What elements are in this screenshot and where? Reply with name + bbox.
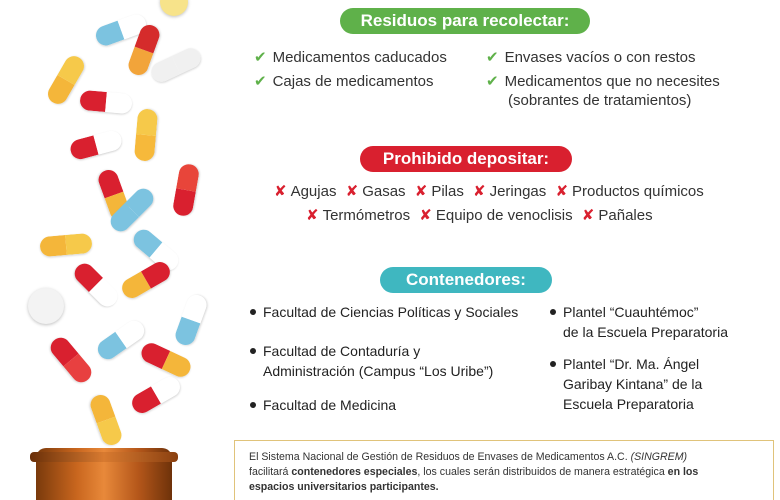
collect-item: ✔ Medicamentos que no necesites: [486, 73, 720, 90]
check-icon: ✔: [486, 73, 499, 90]
cross-icon: ✘: [555, 183, 569, 200]
collect-heading: Residuos para recolectar:: [340, 8, 590, 34]
collect-item: ✔ Medicamentos caducados: [254, 49, 447, 66]
pill-shape: [138, 340, 194, 380]
bullet-icon: [250, 402, 256, 408]
container-location: Plantel “Cuauhtémoc”: [563, 302, 698, 322]
pills-illustration: [0, 0, 235, 500]
bottle-rim: [30, 452, 178, 462]
container-location-cont: de la Escuela Preparatoria: [563, 324, 728, 340]
cross-icon: ✘: [306, 207, 319, 224]
collect-item: ✔ Cajas de medicamentos: [254, 73, 434, 90]
check-icon: ✔: [254, 49, 267, 66]
tablet-shape: [160, 0, 188, 16]
containers-heading: Contenedores:: [380, 267, 552, 293]
container-location: Facultad de Medicina: [263, 395, 396, 415]
cross-icon: ✘: [345, 183, 359, 200]
prohibited-row-1: ✘ Agujas ✘ Gasas ✘ Pilas ✘ Jeringas ✘ Productos químicos: [274, 183, 704, 200]
cross-icon: ✘: [419, 207, 432, 224]
bullet-icon: [250, 309, 256, 315]
pill-shape: [173, 292, 210, 348]
info-line-1: El Sistema Nacional de Gestión de Residuos de Envases de Medicamentos A.C. (SINGREM): [249, 451, 688, 463]
container-location-cont: Garibay Kintana” de la: [563, 376, 703, 392]
prohibited-row-2: ✘ Termómetros ✘ Equipo de venoclisis ✘ Pañales: [306, 207, 653, 224]
info-line-2: facilitará contenedores especiales, los cuales serán distribuidos de manera estratégica en los: [249, 466, 699, 478]
container-location-cont: Administración (Campus “Los Uribe”): [263, 363, 494, 379]
cross-icon: ✘: [473, 183, 486, 200]
singrem-info-box: [234, 440, 774, 500]
container-location: Plantel “Dr. Ma. Ángel: [563, 354, 699, 374]
tablet-shape: [28, 288, 64, 324]
pill-shape: [148, 45, 204, 85]
pill-shape: [47, 334, 96, 387]
cross-icon: ✘: [581, 207, 595, 224]
pill-shape: [88, 392, 125, 448]
container-location: Facultad de Contaduría y: [263, 341, 420, 361]
cross-icon: ✘: [274, 183, 287, 200]
pill-shape: [68, 129, 123, 162]
collect-item-note: (sobrantes de tratamientos): [508, 92, 692, 109]
prohibited-heading: Prohibido depositar:: [360, 146, 572, 172]
container-location: Facultad de Ciencias Políticas y Sociales: [263, 302, 518, 322]
check-icon: ✔: [486, 49, 499, 66]
pill-shape: [71, 260, 122, 311]
cross-icon: ✘: [414, 183, 428, 200]
pill-shape: [172, 163, 201, 218]
bullet-icon: [550, 361, 556, 367]
pill-shape: [118, 258, 173, 301]
bullet-icon: [550, 309, 556, 315]
pill-shape: [79, 90, 133, 114]
bullet-icon: [250, 348, 256, 354]
pill-shape: [128, 373, 183, 416]
pill-shape: [94, 317, 148, 363]
pill-shape: [134, 108, 158, 162]
container-location-cont: Escuela Preparatoria: [563, 396, 694, 412]
info-line-3: espacios universitarios participantes.: [249, 481, 439, 493]
check-icon: ✔: [254, 73, 267, 90]
pill-shape: [39, 233, 93, 257]
collect-item: ✔ Envases vacíos o con restos: [486, 49, 696, 66]
